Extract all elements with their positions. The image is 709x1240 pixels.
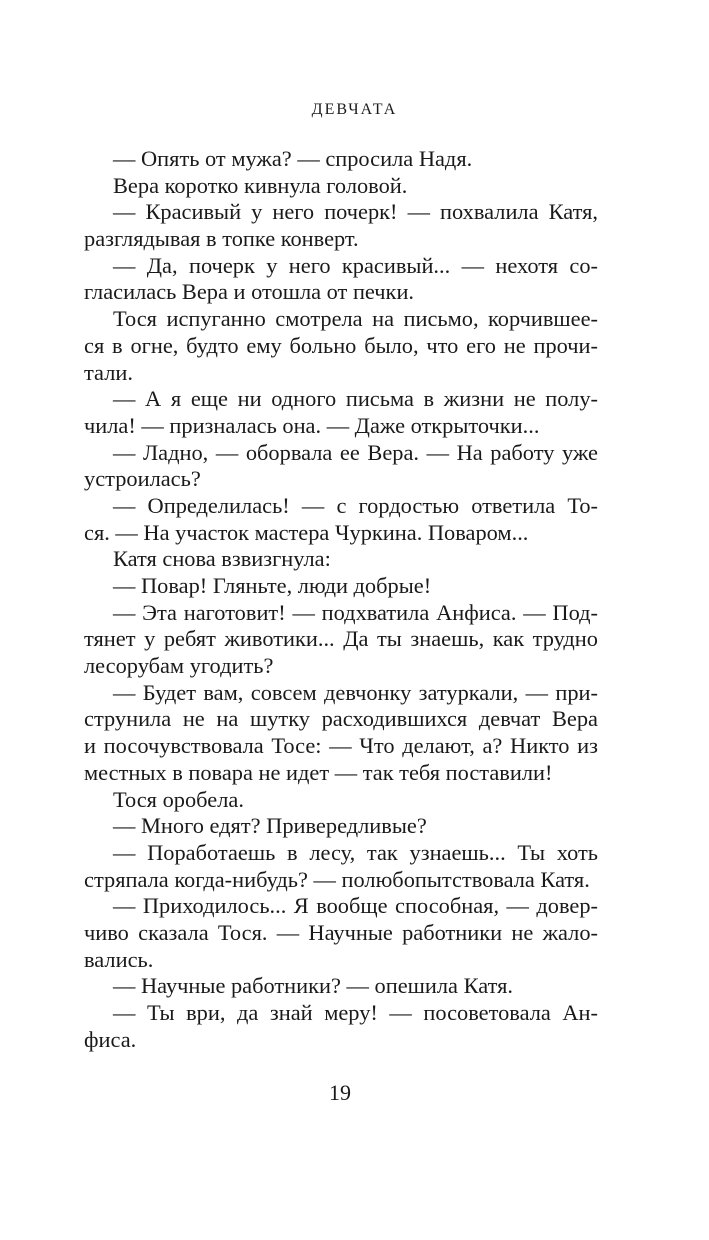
text-line: — Эта наготовит! — подхватила Анфиса. — Под-: [113, 599, 598, 625]
text-line: — Много едят? Привередливые?: [113, 813, 427, 839]
text-line: тали.: [84, 359, 133, 385]
text-line: гласилась Вера и отошла от печки.: [84, 279, 415, 305]
text-line: — Научные работники? — опешила Катя.: [113, 973, 513, 999]
text-line: струнила не на шутку расходившихся девчат Вера: [84, 706, 598, 732]
text-line: стряпала когда-нибудь? — полюбопытствовала Катя.: [84, 866, 590, 892]
text-line: — Красивый у него почерк! — похвалила Катя,: [113, 199, 598, 225]
text-line: и посочувствовала Тосе: — Что делают, а? Никто из: [84, 733, 598, 759]
text-line: устроилась?: [84, 466, 201, 492]
text-line: Тося испуганно смотрела на письмо, корчившее-: [113, 306, 598, 332]
text-line: — Повар! Гляньте, люди добрые!: [113, 573, 432, 598]
running-head: ДЕВЧАТА: [311, 101, 398, 118]
text-line: Вера коротко кивнула головой.: [113, 172, 408, 198]
text-line: — Да, почерк у него красивый... — нехотя со-: [113, 252, 598, 278]
text-line: лесорубам угодить?: [84, 653, 274, 679]
text-line: разглядывая в топке конверт.: [84, 226, 359, 252]
page-number: 19: [329, 1080, 351, 1105]
text-line: чиво сказала Тося. — Научные работники не жало-: [84, 919, 598, 945]
text-line: — Приходилось... Я вообще способная, — довер-: [113, 893, 598, 919]
text-line: — Поработаешь в лесу, так узнаешь... Ты хоть: [113, 839, 598, 865]
text-line: местных в повара не идет — так тебя поставили!: [84, 759, 553, 785]
text-line: Катя снова взвизгнула:: [113, 546, 331, 572]
text-line: тянет у ребят животики... Да ты знаешь, как трудно: [84, 626, 598, 652]
text-line: — А я еще ни одного письма в жизни не полу-: [113, 386, 598, 412]
text-line: — Опять от мужа? — спросила Надя.: [113, 146, 473, 171]
text-line: фиса.: [84, 1026, 137, 1052]
text-line: ся. — На участок мастера Чуркина. Поваром...: [84, 519, 529, 545]
text-line: чила! — призналась она. — Даже открыточки...: [84, 412, 540, 438]
text-line: Тося оробела.: [113, 786, 244, 812]
text-line: — Ладно, — оборвала ее Вера. — На работу уже: [113, 439, 598, 465]
body-text: [84, 146, 598, 1053]
text-line: — Будет вам, совсем девчонку затуркали, — при-: [113, 679, 598, 705]
text-line: вались.: [84, 946, 154, 972]
text-line: — Ты ври, да знай меру! — посоветовала Ан-: [113, 1000, 598, 1025]
text-line: — Определилась! — с гордостью ответила То-: [113, 492, 598, 518]
text-line: ся в огне, будто ему больно было, что его не прочи-: [84, 332, 598, 358]
